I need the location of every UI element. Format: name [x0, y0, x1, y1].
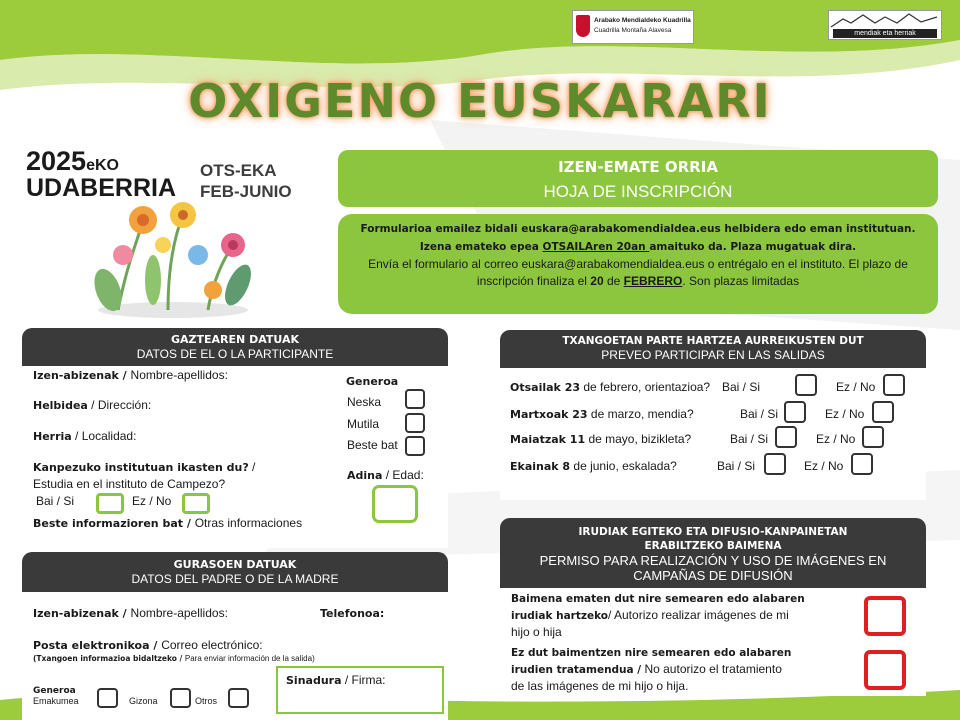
parents-name-label: Izen-abizenak / Nombre-apellidos: — [33, 606, 228, 620]
parents-panel — [22, 592, 448, 720]
participant-gender-boy: Mutila — [347, 417, 380, 431]
trip-label: Martxoak 23 de marzo, mendia? — [510, 407, 694, 421]
images-deny-text: Ez dut baimentzen nire semearen edo alabaren irudien tratamendua / No autorizo el tratamiento de las imágenes de mi hijo o hija. — [511, 647, 792, 693]
shield-icon — [576, 15, 590, 37]
participant-header — [22, 328, 448, 366]
instructions-eu-date: OTSAILAren 20an — [542, 241, 650, 253]
months-block — [200, 160, 292, 202]
mountains-logo — [828, 10, 942, 40]
parents-header — [22, 552, 448, 592]
months-es: FEB-JUNIO — [200, 182, 292, 201]
cuadrilla-logo — [572, 10, 694, 44]
participant-panel — [22, 366, 448, 548]
participant-yes-label: Bai / Si — [36, 494, 75, 508]
trip-yes-checkbox[interactable] — [795, 374, 817, 396]
images-allow-text: Baimena ematen dut nire semearen edo alabaren irudiak hartzeko/ Autorizo realizar imágenes de mi hijo o hija — [511, 593, 805, 639]
parents-head-eu: GURASOEN DATUAK — [173, 558, 297, 571]
parents-gender-other-checkbox[interactable] — [228, 688, 249, 708]
images-panel — [500, 588, 926, 696]
trip-yes-label: Bai / Si — [730, 432, 769, 446]
age-field[interactable] — [372, 485, 418, 523]
participant-school-no-checkbox[interactable] — [182, 493, 210, 514]
instructions-es-day: 20 — [590, 274, 604, 288]
participant-school-yes-checkbox[interactable] — [96, 493, 124, 514]
trip-yes-checkbox[interactable] — [784, 401, 806, 423]
year: 2025 — [26, 146, 87, 176]
participant-age-label: Adina / Edad: — [347, 468, 424, 482]
gender-other-checkbox[interactable] — [405, 436, 425, 456]
parents-email-note: (Txangoen informazioa bidaltzeko / Para enviar información de la salida) — [33, 654, 315, 663]
images-head-eu-1: IRUDIAK EGITEKO ETA DIFUSIO-KANPAINETAN — [578, 526, 848, 538]
participant-address-label: Helbidea / Dirección: — [33, 398, 152, 412]
participant-gender-label: Generoa — [346, 375, 399, 388]
gender-girl-checkbox[interactable] — [405, 389, 425, 409]
instructions-es-2: . Son plazas limitadas — [682, 274, 800, 288]
images-deny-checkbox[interactable] — [864, 650, 906, 690]
trip-yes-label: Bai / Si — [717, 459, 756, 473]
instructions-eu-1: Formularioa emailez bidali euskara@arabakomendialdea.eus helbidera edo eman institutuan. Izena emateko epea — [360, 223, 916, 253]
trip-yes-checkbox[interactable] — [775, 426, 797, 448]
signature-label: Sinadura / Firma: — [286, 673, 386, 687]
form-title-es: HOJA DE INSCRIPCIÓN — [543, 182, 733, 201]
participant-head-es: DATOS DE EL O LA PARTICIPANTE — [136, 347, 334, 361]
trip-yes-label: Bai / Si — [722, 380, 761, 394]
trip-no-checkbox[interactable] — [851, 453, 873, 475]
instructions-es-month: FEBRERO — [623, 274, 683, 288]
parents-phone-label: Telefonoa: — [320, 607, 385, 620]
trip-label: Ekainak 8 de junio, eskalada? — [510, 459, 677, 473]
season-label: UDABERRIA — [26, 174, 176, 202]
trips-header — [500, 330, 926, 368]
instructions-box — [338, 214, 938, 314]
parents-gender-label: Generoa — [33, 686, 76, 696]
instructions-text — [352, 220, 924, 290]
trip-no-label: Ez / No — [825, 407, 865, 421]
logo-right-text: mendiak eta herriak — [833, 29, 937, 38]
images-allow-checkbox[interactable] — [864, 596, 906, 636]
participant-gender-other: Beste bat — [347, 438, 398, 452]
participant-town-label: Herria / Localidad: — [33, 429, 137, 443]
main-title: OXIGENO EUSKARARI — [188, 74, 772, 128]
year-suffix: eKO — [86, 157, 119, 174]
instructions-eu-2: amaituko da. Plaza mugatuak dira. — [649, 241, 857, 253]
instructions-es-1: Envía el formulario al correo euskara@arabakomendialdea.eus o entrégalo en el instituto. El plazo de inscripción finaliza el — [368, 257, 908, 288]
mountains-icon — [829, 11, 941, 29]
participant-head-eu: GAZTEAREN DATUAK — [171, 333, 299, 346]
images-head-es-2: CAMPAÑAS DE DIFUSIÓN — [633, 568, 793, 583]
participant-other-label: Beste informazioren bat / Otras informaciones — [33, 516, 303, 530]
flowers-illustration — [88, 200, 258, 320]
logo-left-line1: Arabako Mendialdeko Kuadrilla — [594, 17, 691, 24]
gender-boy-checkbox[interactable] — [405, 413, 425, 433]
trip-no-checkbox[interactable] — [872, 401, 894, 423]
trip-no-checkbox[interactable] — [862, 426, 884, 448]
parents-gender-woman: Emakumea — [33, 696, 79, 706]
trips-head-es: PREVEO PARTICIPAR EN LAS SALIDAS — [601, 348, 825, 362]
trips-head-eu: TXANGOETAN PARTE HARTZEA AURREIKUSTEN DUT — [562, 335, 864, 347]
trip-no-checkbox[interactable] — [883, 374, 905, 396]
participant-school-label: Kanpezuko institutuan ikasten du? / Estudia en el instituto de Campezo? — [33, 460, 256, 491]
form-title-eu: IZEN-EMATE ORRIA — [558, 158, 718, 176]
trip-no-label: Ez / No — [816, 432, 856, 446]
participant-name-label: Izen-abizenak / Nombre-apellidos: — [33, 368, 228, 382]
images-head-eu-2: ERABILTZEKO BAIMENA — [644, 540, 782, 552]
trip-no-label: Ez / No — [804, 459, 844, 473]
instructions-es-mid: de — [603, 274, 624, 288]
images-head-es-1: PERMISO PARA REALIZACIÓN Y USO DE IMÁGENES EN — [539, 553, 887, 568]
parents-gender-other: Otros — [195, 696, 218, 706]
form-title-box — [338, 150, 938, 207]
trip-label: Otsailak 23 de febrero, orientazioa? — [510, 380, 711, 394]
parents-gender-man-checkbox[interactable] — [170, 688, 191, 708]
signature-box[interactable] — [276, 666, 444, 714]
images-header — [500, 518, 926, 588]
trip-yes-checkbox[interactable] — [764, 453, 786, 475]
months-eu: OTS-EKA — [200, 161, 277, 180]
parents-gender-man: Gizona — [129, 696, 158, 706]
logo-left-line2: Cuadrilla Montaña Alavesa — [594, 27, 672, 34]
trip-yes-label: Bai / Si — [740, 407, 779, 421]
participant-gender-girl: Neska — [347, 395, 382, 409]
participant-no-label: Ez / No — [132, 494, 172, 508]
parents-gender-woman-checkbox[interactable] — [97, 688, 118, 708]
trip-label: Maiatzak 11 de mayo, bizikleta? — [510, 432, 692, 446]
parents-head-es: DATOS DEL PADRE O DE LA MADRE — [131, 572, 339, 586]
trip-no-label: Ez / No — [836, 380, 876, 394]
parents-email-label: Posta elektronikoa / Correo electrónico: — [33, 638, 263, 652]
